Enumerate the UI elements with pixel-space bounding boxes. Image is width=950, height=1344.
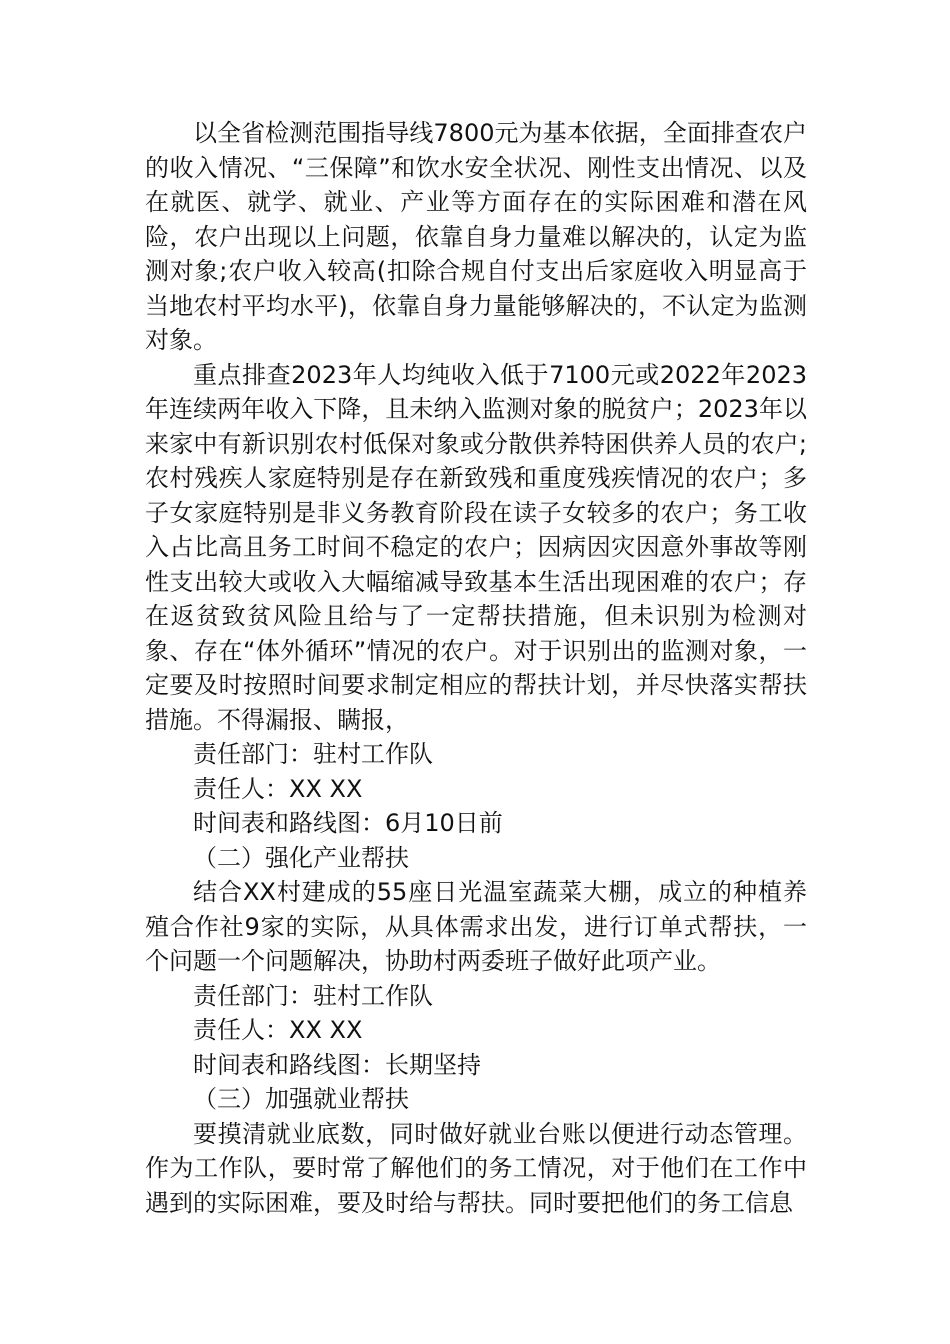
paragraph-monitoring-criteria: 以全省检测范围指导线7800元为基本依据，全面排查农户的收入情况、“三保障”和饮水安全状况、刚性支出情况、以及在就医、就学、就业、产业等方面存在的实际困难和潜在风险，农户出现以上问题，依靠自身力量难以解决的，认定为监测对象;农户收入较高(扣除合规自付支出后家庭收入明显高于当地农村平均水平)，依靠自身力量能够解决的，不认定为监测对象。 bbox=[145, 119, 807, 354]
paragraph-key-screening: 重点排查2023年人均纯收入低于7100元或2022年2023年连续两年收入下降，且未纳入监测对象的脱贫户；2023年以来家中有新识别农村低保对象或分散供养特困供养人员的农户;农村残疾人家庭特别是存在新致残和重度残疾情况的农户；多子女家庭特别是非义务教育阶段在读子女较多的农户；务工收入占比高且务工时间不稳定的农户；因病因灾因意外事故等刚性支出较大或收入大幅缩减导致基本生活出现困难的农户；存在返贫致贫风险且给与了一定帮扶措施，但未识别为检测对象、存在“体外循环”情况的农户。对于识别出的监测对象，一定要及时按照时间要求制定相应的帮扶计划，并尽快落实帮扶措施。不得漏报、瞒报， bbox=[145, 360, 807, 734]
timeline-roadmap: 时间表和路线图：长期坚持 bbox=[193, 1050, 481, 1079]
document-page bbox=[145, 116, 807, 1220]
section-heading-industry: （二）强化产业帮扶 bbox=[193, 843, 409, 872]
responsible-person: 责任人：XX XX bbox=[193, 774, 363, 803]
paragraph-industry-support: 结合XX村建成的55座日光温室蔬菜大棚，成立的种植养殖合作社9家的实际，从具体需求出发，进行订单式帮扶，一个问题一个问题解决，协助村两委班子做好此项产业。 bbox=[145, 878, 807, 975]
responsible-department: 责任部门：驻村工作队 bbox=[193, 740, 433, 768]
responsible-person: 责任人：XX XX bbox=[193, 1016, 363, 1044]
paragraph-employment-support: 要摸清就业底数，同时做好就业台账以便进行动态管理。作为工作队，要时常了解他们的务工情况，对于他们在工作中遇到的实际困难，要及时给与帮扶。同时要把他们的务工信息 bbox=[145, 1119, 807, 1217]
responsible-department: 责任部门：驻村工作队 bbox=[193, 981, 433, 1010]
timeline-roadmap: 时间表和路线图：6月10日前 bbox=[193, 809, 503, 837]
section-heading-employment: （三）加强就业帮扶 bbox=[193, 1085, 409, 1113]
